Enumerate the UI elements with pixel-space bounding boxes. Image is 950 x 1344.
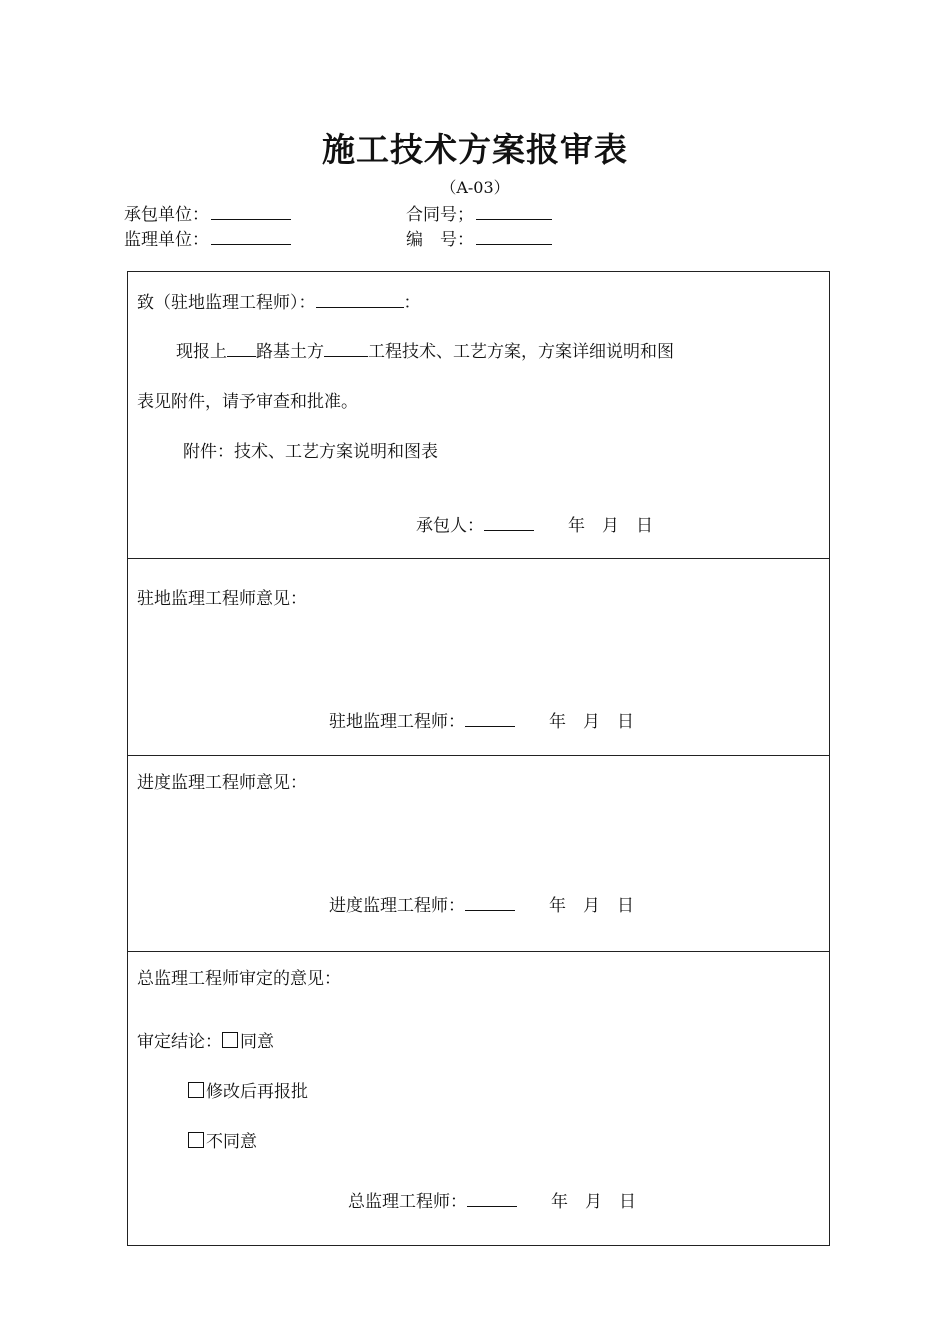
body-text-a: 现报上	[176, 342, 227, 362]
serial-no-blank[interactable]	[476, 226, 552, 245]
contractor-signature-blank[interactable]	[484, 512, 534, 531]
addressee-blank[interactable]	[316, 289, 404, 308]
contractor-field	[124, 200, 291, 225]
contract-no-field	[406, 200, 552, 225]
addressee-label: 致（驻地监理工程师）：	[137, 293, 316, 313]
contractor-date: 年 月 日	[568, 516, 653, 536]
addressee-line	[137, 288, 421, 313]
resident-engineer-section	[128, 559, 829, 756]
progress-opinion-heading: 进度监理工程师意见：	[137, 773, 307, 793]
contractor-signer-label: 承包人：	[416, 516, 484, 536]
submission-body-line1	[176, 337, 674, 362]
submission-section	[128, 272, 829, 559]
road-name-blank[interactable]	[227, 338, 256, 357]
serial-no-field	[406, 225, 552, 250]
chief-date: 年 月 日	[551, 1192, 636, 1212]
progress-signature-blank[interactable]	[465, 892, 515, 911]
progress-date: 年 月 日	[549, 896, 634, 916]
resident-signature-blank[interactable]	[465, 708, 515, 727]
progress-engineer-section	[128, 756, 829, 952]
chief-signature-line	[348, 1187, 636, 1212]
agree-label: 同意	[240, 1032, 274, 1052]
chief-opinion-heading: 总监理工程师审定的意见：	[137, 969, 341, 989]
review-form	[127, 271, 830, 1246]
contractor-signature-line	[416, 511, 653, 536]
serial-no-label: 编 号：	[406, 230, 474, 250]
conclusion-line	[137, 1027, 274, 1052]
attachment-note: 附件：技术、工艺方案说明和图表	[183, 442, 438, 462]
revise-checkbox[interactable]	[188, 1082, 204, 1098]
chief-engineer-section	[128, 952, 829, 1245]
supervisor-blank[interactable]	[211, 226, 291, 245]
disagree-checkbox[interactable]	[188, 1132, 204, 1148]
contractor-blank[interactable]	[211, 201, 291, 220]
body-text-b: 路基土方	[256, 342, 324, 362]
chief-signature-blank[interactable]	[467, 1188, 517, 1207]
addressee-suffix: ：	[403, 293, 421, 313]
progress-signature-line	[329, 891, 634, 916]
disagree-label: 不同意	[206, 1132, 257, 1152]
resident-signer-label: 驻地监理工程师：	[329, 712, 465, 732]
revise-option	[188, 1077, 308, 1102]
form-code: （A-03）	[440, 178, 510, 197]
contractor-label: 承包单位：	[124, 205, 209, 225]
body-text-c: 工程技术、工艺方案，方案详细说明和图	[368, 342, 674, 362]
resident-signature-line	[329, 707, 634, 732]
disagree-option	[188, 1127, 257, 1152]
page-title: 施工技术方案报审表	[322, 130, 628, 169]
resident-opinion-heading: 驻地监理工程师意见：	[137, 589, 307, 609]
supervisor-label: 监理单位：	[124, 230, 209, 250]
work-item-blank[interactable]	[324, 338, 368, 357]
revise-label: 修改后再报批	[206, 1082, 308, 1102]
chief-signer-label: 总监理工程师：	[348, 1192, 467, 1212]
contract-no-blank[interactable]	[476, 201, 552, 220]
contract-no-label: 合同号；	[406, 205, 474, 225]
submission-body-line2: 表见附件，请予审查和批准。	[137, 392, 358, 412]
conclusion-label: 审定结论：	[137, 1032, 222, 1052]
progress-signer-label: 进度监理工程师：	[329, 896, 465, 916]
agree-checkbox[interactable]	[222, 1032, 238, 1048]
resident-date: 年 月 日	[549, 712, 634, 732]
supervisor-field	[124, 225, 291, 250]
